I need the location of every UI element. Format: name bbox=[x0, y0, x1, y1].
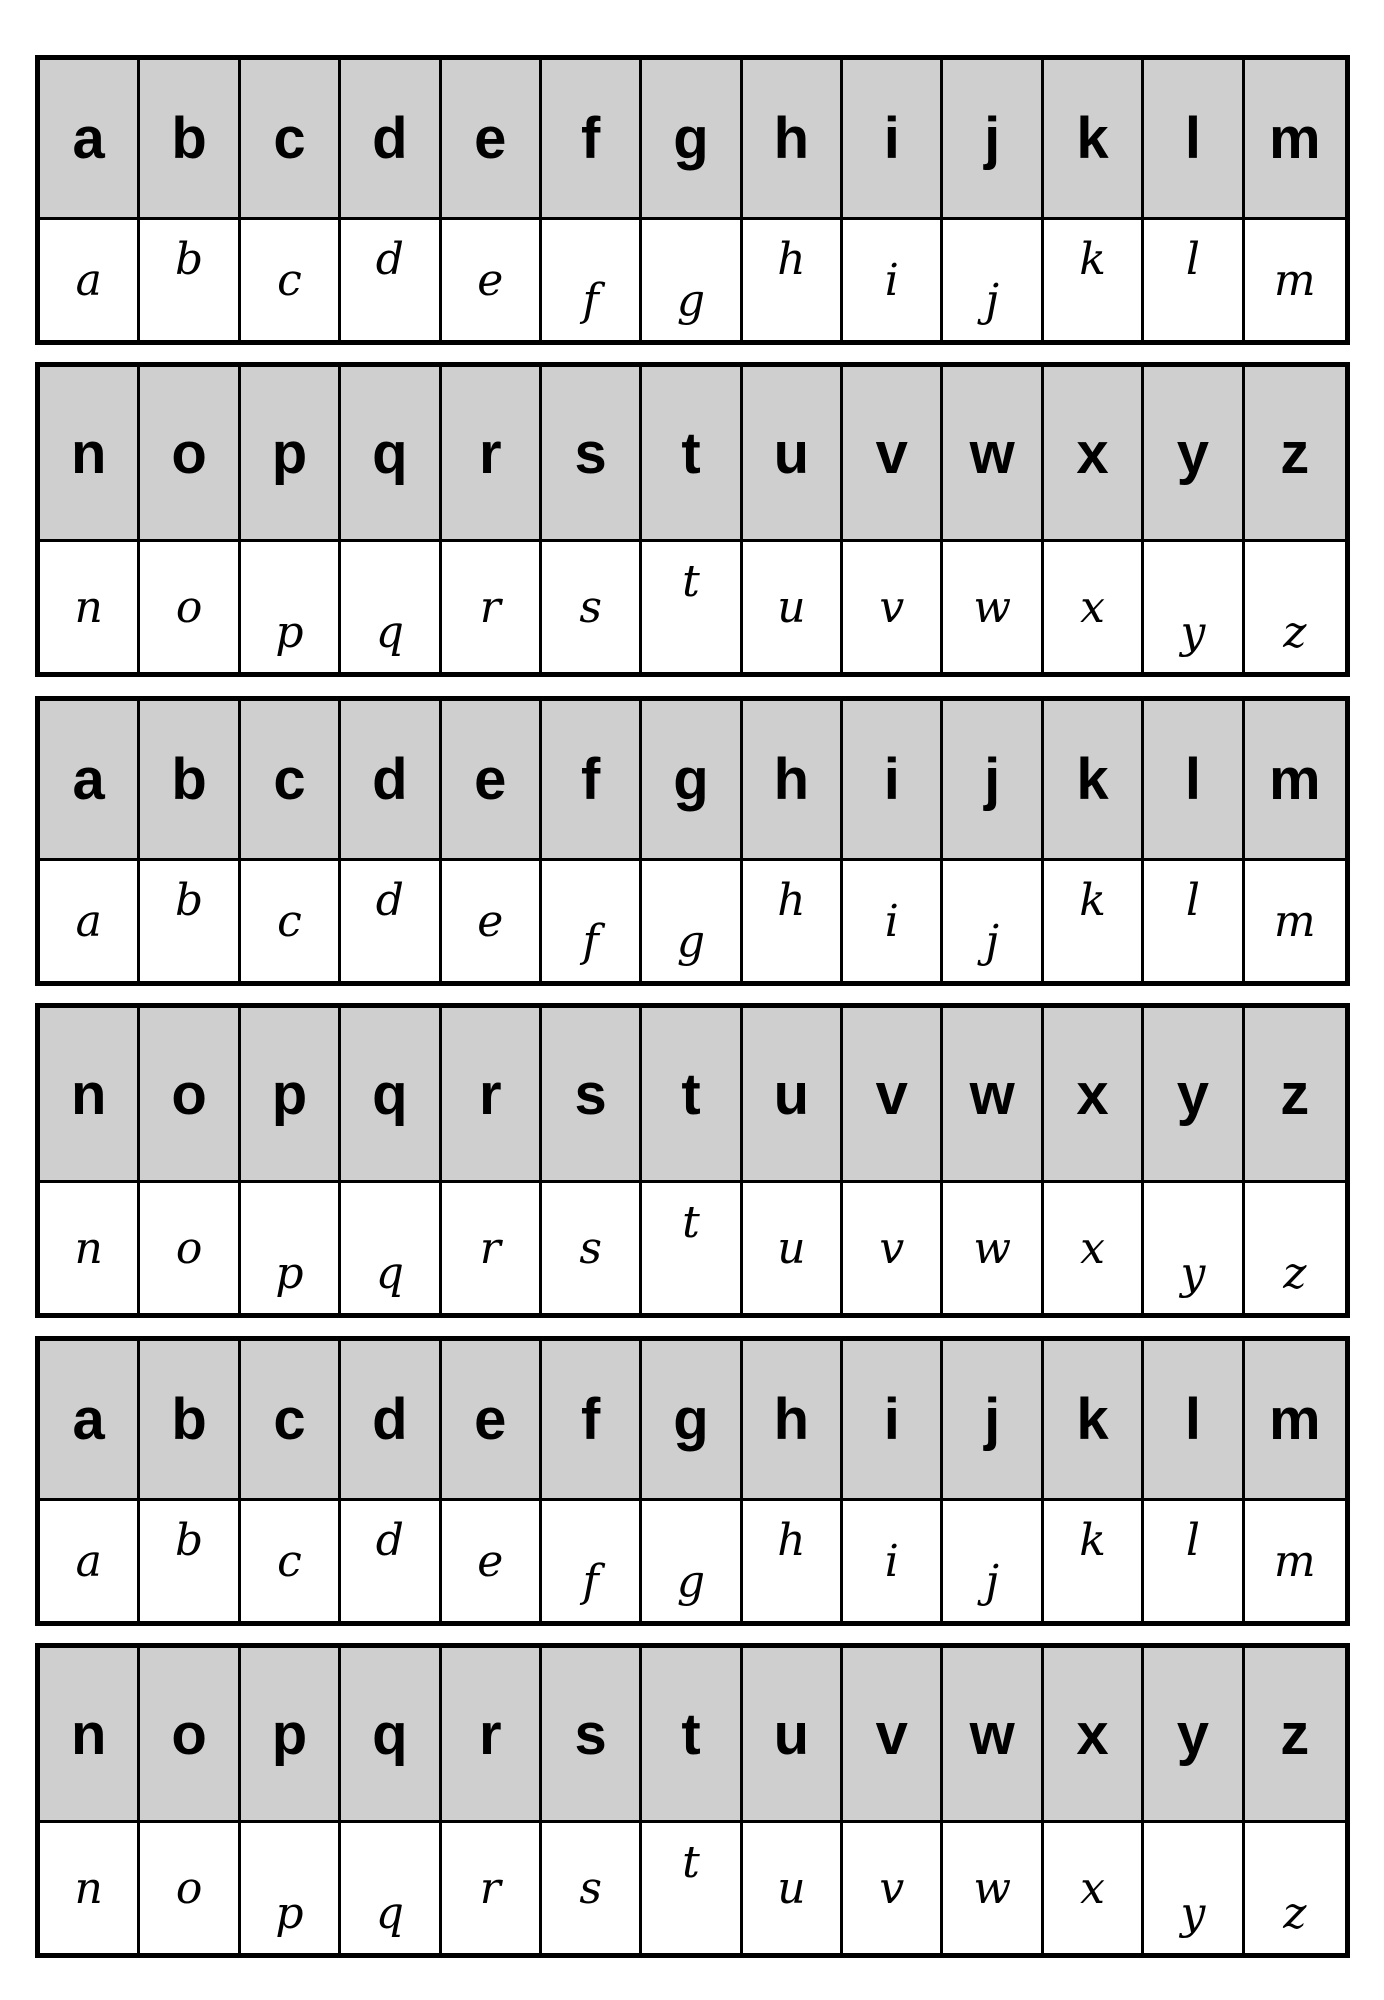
print-letter-cell: x bbox=[1044, 367, 1144, 542]
print-letter-cell: o bbox=[140, 1648, 240, 1823]
cursive-letter-cell: o bbox=[140, 542, 240, 672]
print-letter-cell: c bbox=[241, 1341, 341, 1501]
print-letter-cell: x bbox=[1044, 1648, 1144, 1823]
print-letter-cell: f bbox=[542, 60, 642, 220]
cursive-letter-cell: a bbox=[40, 1501, 140, 1621]
cursive-letter-cell: s bbox=[542, 1183, 642, 1313]
cursive-letter-cell: k bbox=[1044, 861, 1144, 981]
print-letter-cell: e bbox=[442, 60, 542, 220]
print-letter-cell: l bbox=[1144, 701, 1244, 861]
print-letter-cell: w bbox=[943, 367, 1043, 542]
cursive-letter-cell: b bbox=[140, 861, 240, 981]
print-letter-cell: j bbox=[943, 1341, 1043, 1501]
cursive-letter-cell: r bbox=[442, 542, 542, 672]
cursive-letter-cell: j bbox=[943, 1501, 1043, 1621]
print-letter-cell: x bbox=[1044, 1008, 1144, 1183]
print-letter-cell: v bbox=[843, 367, 943, 542]
cursive-letter-cell: y bbox=[1144, 1183, 1244, 1313]
print-letter-cell: e bbox=[442, 1341, 542, 1501]
print-letter-cell: q bbox=[341, 1008, 441, 1183]
cursive-letter-cell: m bbox=[1245, 861, 1345, 981]
cursive-letter-cell: u bbox=[743, 1823, 843, 1953]
cursive-letter-cell: x bbox=[1044, 1823, 1144, 1953]
cursive-letter-cell: n bbox=[40, 542, 140, 672]
print-letter-cell: e bbox=[442, 701, 542, 861]
print-letter-cell: n bbox=[40, 1648, 140, 1823]
cursive-letter-cell: q bbox=[341, 542, 441, 672]
print-letter-cell: c bbox=[241, 60, 341, 220]
print-letter-cell: r bbox=[442, 1648, 542, 1823]
cursive-letter-cell: e bbox=[442, 1501, 542, 1621]
print-letter-cell: a bbox=[40, 701, 140, 861]
print-letter-cell: t bbox=[642, 367, 742, 542]
cursive-letter-cell: w bbox=[943, 542, 1043, 672]
print-letter-cell: y bbox=[1144, 1008, 1244, 1183]
print-letter-cell: i bbox=[843, 60, 943, 220]
cursive-letter-cell: p bbox=[241, 1823, 341, 1953]
print-letter-cell: i bbox=[843, 1341, 943, 1501]
print-letter-cell: m bbox=[1245, 60, 1345, 220]
cursive-letter-cell: w bbox=[943, 1823, 1043, 1953]
cursive-letter-cell: b bbox=[140, 220, 240, 340]
print-letter-cell: z bbox=[1245, 1648, 1345, 1823]
print-letter-cell: o bbox=[140, 1008, 240, 1183]
cursive-letter-cell: g bbox=[642, 861, 742, 981]
cursive-letter-cell: w bbox=[943, 1183, 1043, 1313]
print-letter-cell: p bbox=[241, 367, 341, 542]
cursive-letter-cell: l bbox=[1144, 861, 1244, 981]
print-letter-cell: l bbox=[1144, 1341, 1244, 1501]
cursive-letter-cell: t bbox=[642, 1183, 742, 1313]
cursive-letter-cell: o bbox=[140, 1183, 240, 1313]
cursive-letter-cell: y bbox=[1144, 542, 1244, 672]
alphabet-strip bbox=[35, 1003, 1350, 1318]
print-letter-cell: i bbox=[843, 701, 943, 861]
print-letter-cell: q bbox=[341, 367, 441, 542]
print-letter-cell: d bbox=[341, 60, 441, 220]
print-letter-cell: s bbox=[542, 1648, 642, 1823]
cursive-letter-cell: f bbox=[542, 220, 642, 340]
print-letter-cell: k bbox=[1044, 701, 1144, 861]
print-letter-cell: s bbox=[542, 1008, 642, 1183]
cursive-letter-cell: q bbox=[341, 1823, 441, 1953]
cursive-letter-cell: l bbox=[1144, 220, 1244, 340]
cursive-letter-cell: g bbox=[642, 220, 742, 340]
print-letter-cell: b bbox=[140, 60, 240, 220]
print-letter-cell: f bbox=[542, 701, 642, 861]
cursive-letter-cell: x bbox=[1044, 542, 1144, 672]
print-letter-cell: v bbox=[843, 1648, 943, 1823]
print-letter-cell: n bbox=[40, 367, 140, 542]
print-letter-cell: g bbox=[642, 701, 742, 861]
print-letter-cell: r bbox=[442, 367, 542, 542]
print-letter-cell: j bbox=[943, 701, 1043, 861]
cursive-letter-cell: l bbox=[1144, 1501, 1244, 1621]
print-letter-cell: w bbox=[943, 1648, 1043, 1823]
print-letter-cell: u bbox=[743, 1008, 843, 1183]
print-letter-cell: y bbox=[1144, 367, 1244, 542]
print-letter-cell: o bbox=[140, 367, 240, 542]
print-letter-cell: f bbox=[542, 1341, 642, 1501]
cursive-letter-cell: h bbox=[743, 1501, 843, 1621]
cursive-letter-cell: q bbox=[341, 1183, 441, 1313]
cursive-letter-cell: j bbox=[943, 220, 1043, 340]
print-letter-cell: r bbox=[442, 1008, 542, 1183]
cursive-letter-cell: g bbox=[642, 1501, 742, 1621]
cursive-letter-cell: d bbox=[341, 1501, 441, 1621]
cursive-letter-cell: k bbox=[1044, 1501, 1144, 1621]
print-letter-cell: h bbox=[743, 701, 843, 861]
cursive-letter-cell: r bbox=[442, 1823, 542, 1953]
print-letter-cell: a bbox=[40, 1341, 140, 1501]
cursive-letter-cell: i bbox=[843, 861, 943, 981]
cursive-letter-cell: d bbox=[341, 861, 441, 981]
print-letter-cell: g bbox=[642, 1341, 742, 1501]
cursive-letter-cell: c bbox=[241, 861, 341, 981]
print-letter-cell: k bbox=[1044, 1341, 1144, 1501]
print-letter-cell: g bbox=[642, 60, 742, 220]
print-letter-cell: d bbox=[341, 1341, 441, 1501]
alphabet-strip bbox=[35, 362, 1350, 677]
print-letter-cell: z bbox=[1245, 1008, 1345, 1183]
cursive-letter-cell: m bbox=[1245, 220, 1345, 340]
print-letter-cell: b bbox=[140, 701, 240, 861]
print-letter-cell: c bbox=[241, 701, 341, 861]
print-letter-cell: t bbox=[642, 1648, 742, 1823]
print-letter-cell: d bbox=[341, 701, 441, 861]
print-letter-cell: u bbox=[743, 1648, 843, 1823]
cursive-letter-cell: f bbox=[542, 1501, 642, 1621]
alphabet-strip bbox=[35, 696, 1350, 986]
cursive-letter-cell: c bbox=[241, 220, 341, 340]
cursive-letter-cell: u bbox=[743, 542, 843, 672]
cursive-letter-cell: z bbox=[1245, 542, 1345, 672]
print-letter-cell: z bbox=[1245, 367, 1345, 542]
cursive-letter-cell: k bbox=[1044, 220, 1144, 340]
cursive-letter-cell: c bbox=[241, 1501, 341, 1621]
print-letter-cell: y bbox=[1144, 1648, 1244, 1823]
print-letter-cell: p bbox=[241, 1008, 341, 1183]
alphabet-strip bbox=[35, 1336, 1350, 1626]
print-letter-cell: p bbox=[241, 1648, 341, 1823]
print-letter-cell: k bbox=[1044, 60, 1144, 220]
cursive-letter-cell: j bbox=[943, 861, 1043, 981]
cursive-letter-cell: i bbox=[843, 220, 943, 340]
print-letter-cell: s bbox=[542, 367, 642, 542]
cursive-letter-cell: i bbox=[843, 1501, 943, 1621]
cursive-letter-cell: s bbox=[542, 542, 642, 672]
print-letter-cell: h bbox=[743, 60, 843, 220]
cursive-letter-cell: m bbox=[1245, 1501, 1345, 1621]
print-letter-cell: b bbox=[140, 1341, 240, 1501]
cursive-letter-cell: e bbox=[442, 220, 542, 340]
print-letter-cell: n bbox=[40, 1008, 140, 1183]
cursive-letter-cell: z bbox=[1245, 1183, 1345, 1313]
cursive-letter-cell: b bbox=[140, 1501, 240, 1621]
alphabet-strip bbox=[35, 1643, 1350, 1958]
cursive-letter-cell: z bbox=[1245, 1823, 1345, 1953]
print-letter-cell: j bbox=[943, 60, 1043, 220]
cursive-letter-cell: v bbox=[843, 542, 943, 672]
cursive-letter-cell: v bbox=[843, 1183, 943, 1313]
print-letter-cell: a bbox=[40, 60, 140, 220]
cursive-letter-cell: h bbox=[743, 861, 843, 981]
cursive-letter-cell: n bbox=[40, 1183, 140, 1313]
cursive-letter-cell: n bbox=[40, 1823, 140, 1953]
cursive-letter-cell: p bbox=[241, 542, 341, 672]
print-letter-cell: q bbox=[341, 1648, 441, 1823]
cursive-letter-cell: a bbox=[40, 220, 140, 340]
print-letter-cell: m bbox=[1245, 1341, 1345, 1501]
cursive-letter-cell: a bbox=[40, 861, 140, 981]
print-letter-cell: t bbox=[642, 1008, 742, 1183]
print-letter-cell: h bbox=[743, 1341, 843, 1501]
print-letter-cell: m bbox=[1245, 701, 1345, 861]
cursive-letter-cell: r bbox=[442, 1183, 542, 1313]
print-letter-cell: v bbox=[843, 1008, 943, 1183]
cursive-letter-cell: t bbox=[642, 542, 742, 672]
cursive-letter-cell: o bbox=[140, 1823, 240, 1953]
cursive-letter-cell: p bbox=[241, 1183, 341, 1313]
cursive-letter-cell: s bbox=[542, 1823, 642, 1953]
cursive-letter-cell: v bbox=[843, 1823, 943, 1953]
alphabet-strip bbox=[35, 55, 1350, 345]
cursive-letter-cell: u bbox=[743, 1183, 843, 1313]
cursive-letter-cell: f bbox=[542, 861, 642, 981]
print-letter-cell: l bbox=[1144, 60, 1244, 220]
print-letter-cell: w bbox=[943, 1008, 1043, 1183]
cursive-letter-cell: d bbox=[341, 220, 441, 340]
cursive-letter-cell: t bbox=[642, 1823, 742, 1953]
cursive-letter-cell: h bbox=[743, 220, 843, 340]
cursive-letter-cell: y bbox=[1144, 1823, 1244, 1953]
print-letter-cell: u bbox=[743, 367, 843, 542]
cursive-letter-cell: e bbox=[442, 861, 542, 981]
cursive-letter-cell: x bbox=[1044, 1183, 1144, 1313]
